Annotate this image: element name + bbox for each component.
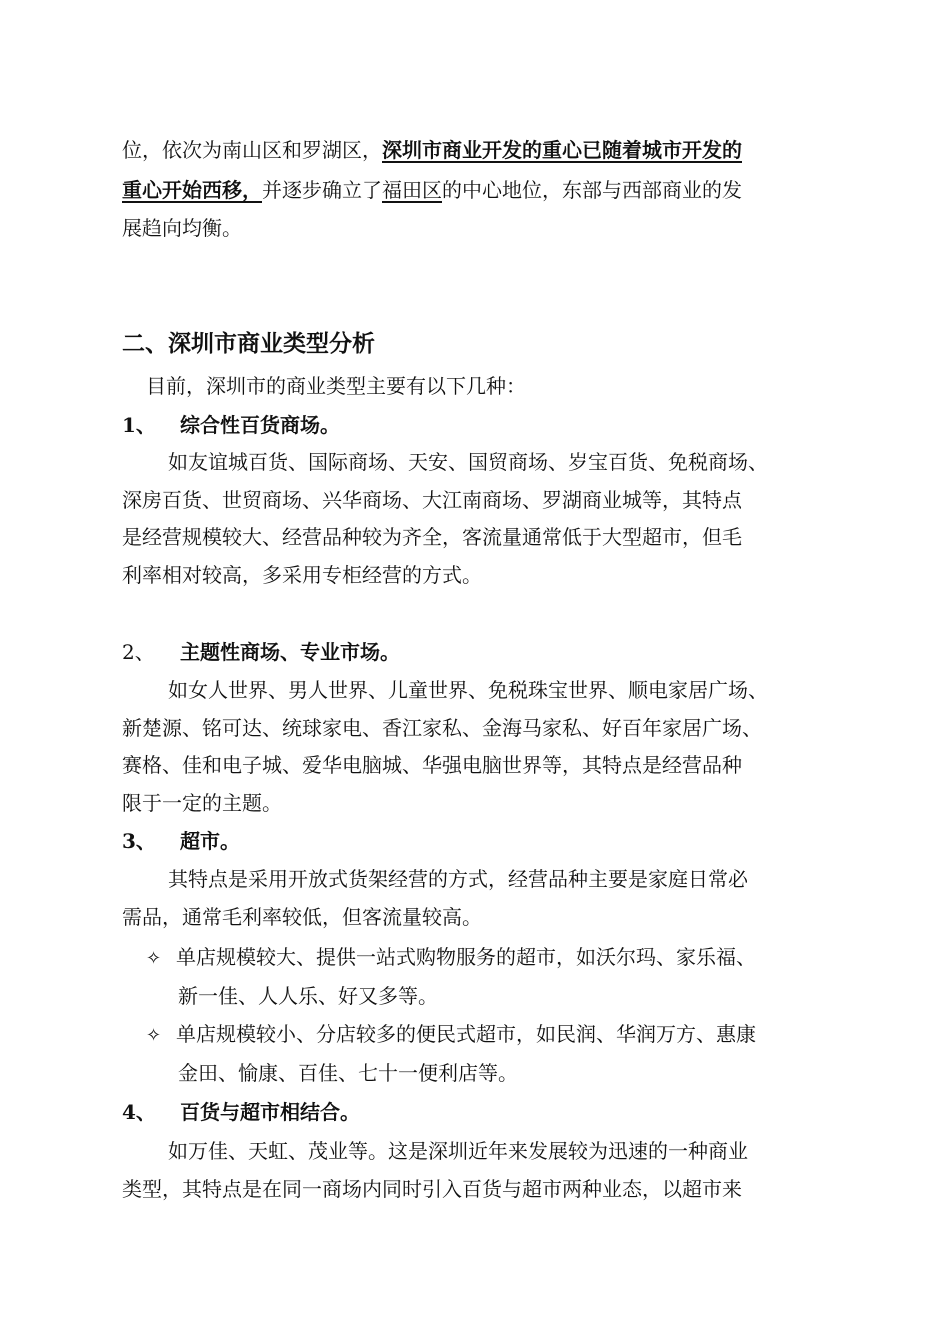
section-title: 二、深圳市商业类型分析 — [122, 330, 375, 357]
bullet-item — [146, 1016, 866, 1054]
paragraph-line: 利率相对较高，多采用专柜经营的方式。 — [122, 563, 482, 587]
item-number: 2、 — [122, 640, 155, 664]
section-lead: 目前，深圳市的商业类型主要有以下几种： — [146, 374, 526, 398]
intro-line-3: 展趋向均衡。 — [122, 216, 242, 240]
item-title: 百货与超市相结合。 — [180, 1100, 360, 1124]
paragraph-line: 如女人世界、男人世界、儿童世界、免税珠宝世界、顺电家居广场、 — [168, 678, 768, 702]
diamond-bullet-icon: ✧ — [146, 1025, 162, 1046]
intro-line-2 — [122, 172, 842, 208]
paragraph-line: 需品，通常毛利率较低，但客流量较高。 — [122, 905, 482, 929]
item-heading — [122, 634, 842, 670]
item-number: 4、 — [122, 1100, 156, 1124]
item-number: 3、 — [122, 829, 156, 853]
paragraph-line: 是经营规模较大、经营品种较为齐全，客流量通常低于大型超市，但毛 — [122, 525, 742, 549]
intro-emphasis: 深圳市商业开发的重心已随着城市开发的 — [382, 138, 742, 162]
paragraph-line: 赛格、佳和电子城、爱华电脑城、华强电脑世界等，其特点是经营品种 — [122, 753, 742, 777]
paragraph-line: 新楚源、铭可达、统球家电、香江家私、金海马家私、好百年家居广场、 — [122, 716, 762, 740]
item-number: 1、 — [122, 413, 156, 437]
paragraph-line: 如友谊城百货、国际商场、天安、国贸商场、岁宝百货、免税商场、 — [168, 450, 768, 474]
item-heading — [122, 823, 842, 859]
item-heading — [122, 407, 842, 443]
bullet-continuation: 新一佳、人人乐、好又多等。 — [178, 984, 438, 1008]
diamond-bullet-icon: ✧ — [146, 948, 162, 969]
intro-emphasis: 重心开始西移， — [122, 178, 262, 202]
item-title: 主题性商场、专业市场。 — [180, 640, 400, 664]
bullet-text: 单店规模较小、分店较多的便民式超市，如民润、华润万方、惠康 — [176, 1022, 756, 1046]
bullet-item — [146, 939, 866, 977]
paragraph-line: 其特点是采用开放式货架经营的方式，经营品种主要是家庭日常必 — [168, 867, 748, 891]
paragraph-line: 类型，其特点是在同一商场内同时引入百货与超市两种业态，以超市来 — [122, 1177, 742, 1201]
intro-line-1 — [122, 132, 842, 168]
intro-text: 的中心地位，东部与西部商业的发 — [442, 178, 742, 202]
bullet-text: 单店规模较大、提供一站式购物服务的超市，如沃尔玛、家乐福、 — [176, 945, 756, 969]
paragraph-line: 深房百货、世贸商场、兴华商场、大江南商场、罗湖商业城等，其特点 — [122, 488, 742, 512]
item-heading — [122, 1094, 842, 1130]
intro-text: 并逐步确立了 — [262, 178, 382, 202]
intro-district: 福田区 — [382, 178, 442, 202]
paragraph-line: 限于一定的主题。 — [122, 791, 282, 815]
item-title: 综合性百货商场。 — [180, 413, 340, 437]
bullet-continuation: 金田、愉康、百佳、七十一便利店等。 — [178, 1061, 518, 1085]
paragraph-line: 如万佳、天虹、茂业等。这是深圳近年来发展较为迅速的一种商业 — [168, 1139, 748, 1163]
item-title: 超市。 — [180, 829, 240, 853]
intro-text: 位，依次为南山区和罗湖区， — [122, 138, 382, 162]
